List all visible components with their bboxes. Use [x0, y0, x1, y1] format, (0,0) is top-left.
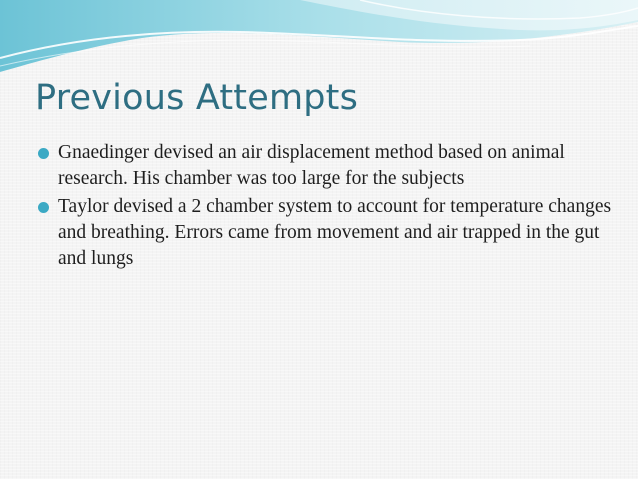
- bullet-dot-icon: [38, 148, 49, 159]
- bullet-dot-icon: [38, 202, 49, 213]
- bullet-text: Gnaedinger devised an air displacement method based on animal research. His chamber was too large for the subjects: [58, 142, 565, 189]
- slide-title: Previous Attempts: [35, 78, 359, 118]
- bullet-list: [36, 140, 616, 274]
- bullet-item: [36, 140, 616, 192]
- bullet-item: [36, 194, 616, 272]
- header-wave-decoration: [0, 0, 638, 80]
- bullet-text: Taylor devised a 2 chamber system to account for temperature changes and breathing. Errors came from movement and air trapped in the gut and lungs: [58, 196, 612, 269]
